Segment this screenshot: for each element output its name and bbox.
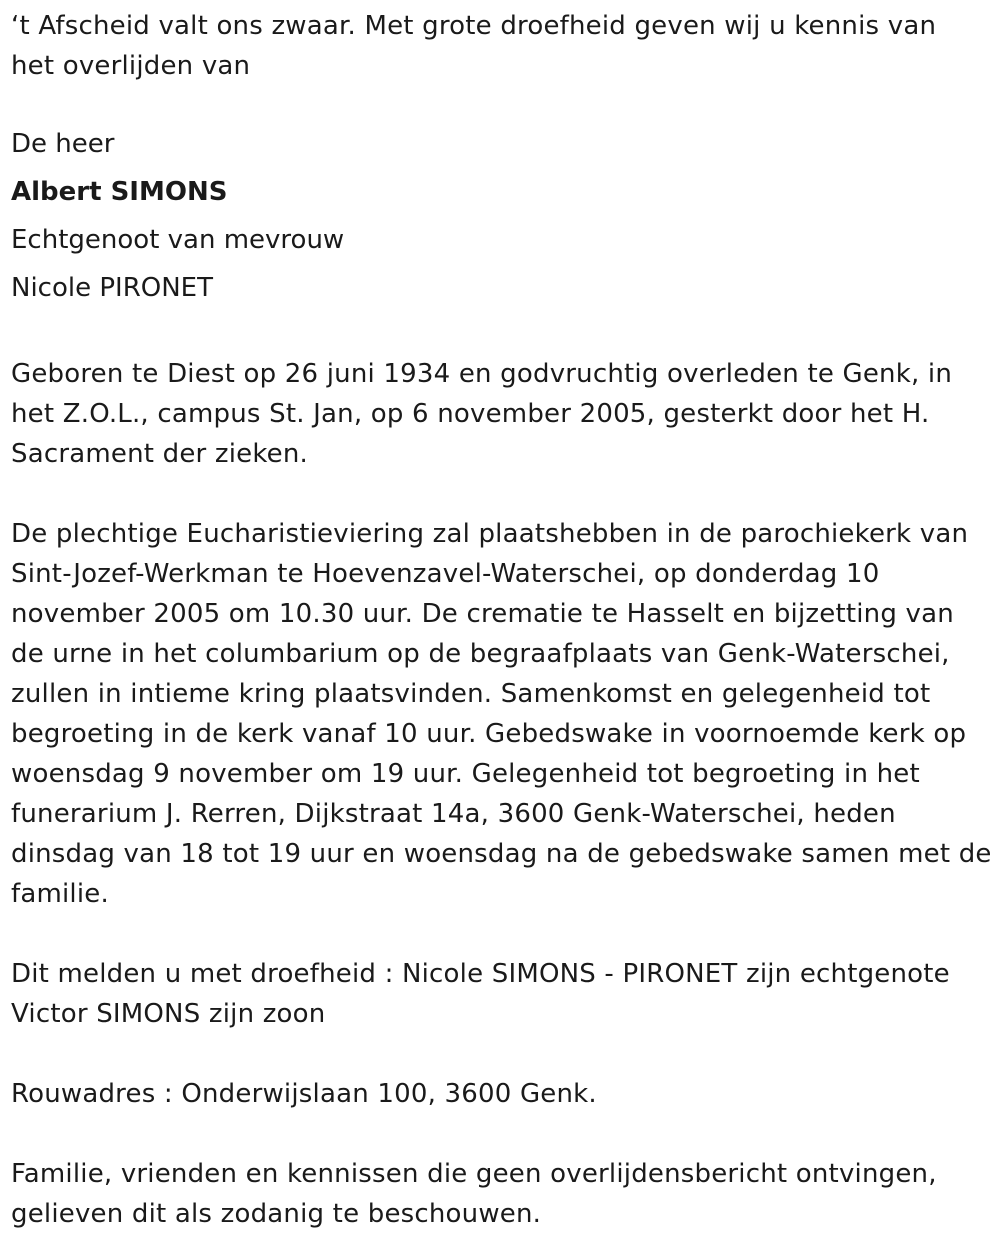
- announcers-paragraph: [11, 954, 991, 1034]
- birth-paragraph: [11, 354, 991, 474]
- ceremony-line: funerarium J. Rerren, Dijkstraat 14a, 3600 Genk-Waterschei, heden: [11, 799, 896, 829]
- spouse-name: Nicole PIRONET: [11, 273, 213, 303]
- deceased-name: Albert SIMONS: [11, 177, 228, 207]
- deceased-block: [11, 120, 991, 312]
- closing-paragraph: [11, 1154, 991, 1234]
- birth-line: Geboren te Diest op 26 juni 1934 en godvruchtig overleden te Genk, in: [11, 359, 953, 389]
- intro-paragraph: [11, 6, 991, 86]
- ceremony-line: familie.: [11, 879, 109, 909]
- ceremony-line: zullen in intieme kring plaatsvinden. Samenkomst en gelegenheid tot: [11, 679, 931, 709]
- ceremony-line: Sint-Jozef-Werkman te Hoevenzavel-Waterschei, op donderdag 10: [11, 559, 880, 589]
- intro-line: het overlijden van: [11, 51, 251, 81]
- address-paragraph: [11, 1074, 991, 1114]
- spouse-label: Echtgenoot van mevrouw: [11, 225, 345, 255]
- closing-line: Familie, vrienden en kennissen die geen overlijdensbericht ontvingen,: [11, 1159, 937, 1189]
- ceremony-paragraph: [11, 514, 991, 914]
- ceremony-line: november 2005 om 10.30 uur. De crematie te Hasselt en bijzetting van: [11, 599, 954, 629]
- closing-line: gelieven dit als zodanig te beschouwen.: [11, 1199, 542, 1229]
- ceremony-line: de urne in het columbarium op de begraafplaats van Genk-Waterschei,: [11, 639, 950, 669]
- birth-line: het Z.O.L., campus St. Jan, op 6 november 2005, gesterkt door het H.: [11, 399, 930, 429]
- intro-line: ‘t Afscheid valt ons zwaar. Met grote droefheid geven wij u kennis van: [11, 11, 937, 41]
- ceremony-line: begroeting in de kerk vanaf 10 uur. Gebedswake in voornoemde kerk op: [11, 719, 967, 749]
- announcers-line: Victor SIMONS zijn zoon: [11, 999, 326, 1029]
- ceremony-line: woensdag 9 november om 19 uur. Gelegenheid tot begroeting in het: [11, 759, 920, 789]
- ceremony-line: dinsdag van 18 tot 19 uur en woensdag na de gebedswake samen met de: [11, 839, 992, 869]
- birth-line: Sacrament der zieken.: [11, 439, 309, 469]
- ceremony-line: De plechtige Eucharistieviering zal plaatshebben in de parochiekerk van: [11, 519, 969, 549]
- title-prefix: De heer: [11, 129, 115, 159]
- mourning-address: Rouwadres : Onderwijslaan 100, 3600 Genk.: [11, 1079, 597, 1109]
- obituary-document: [11, 6, 991, 1234]
- announcers-line: Dit melden u met droefheid : Nicole SIMONS - PIRONET zijn echtgenote: [11, 959, 950, 989]
